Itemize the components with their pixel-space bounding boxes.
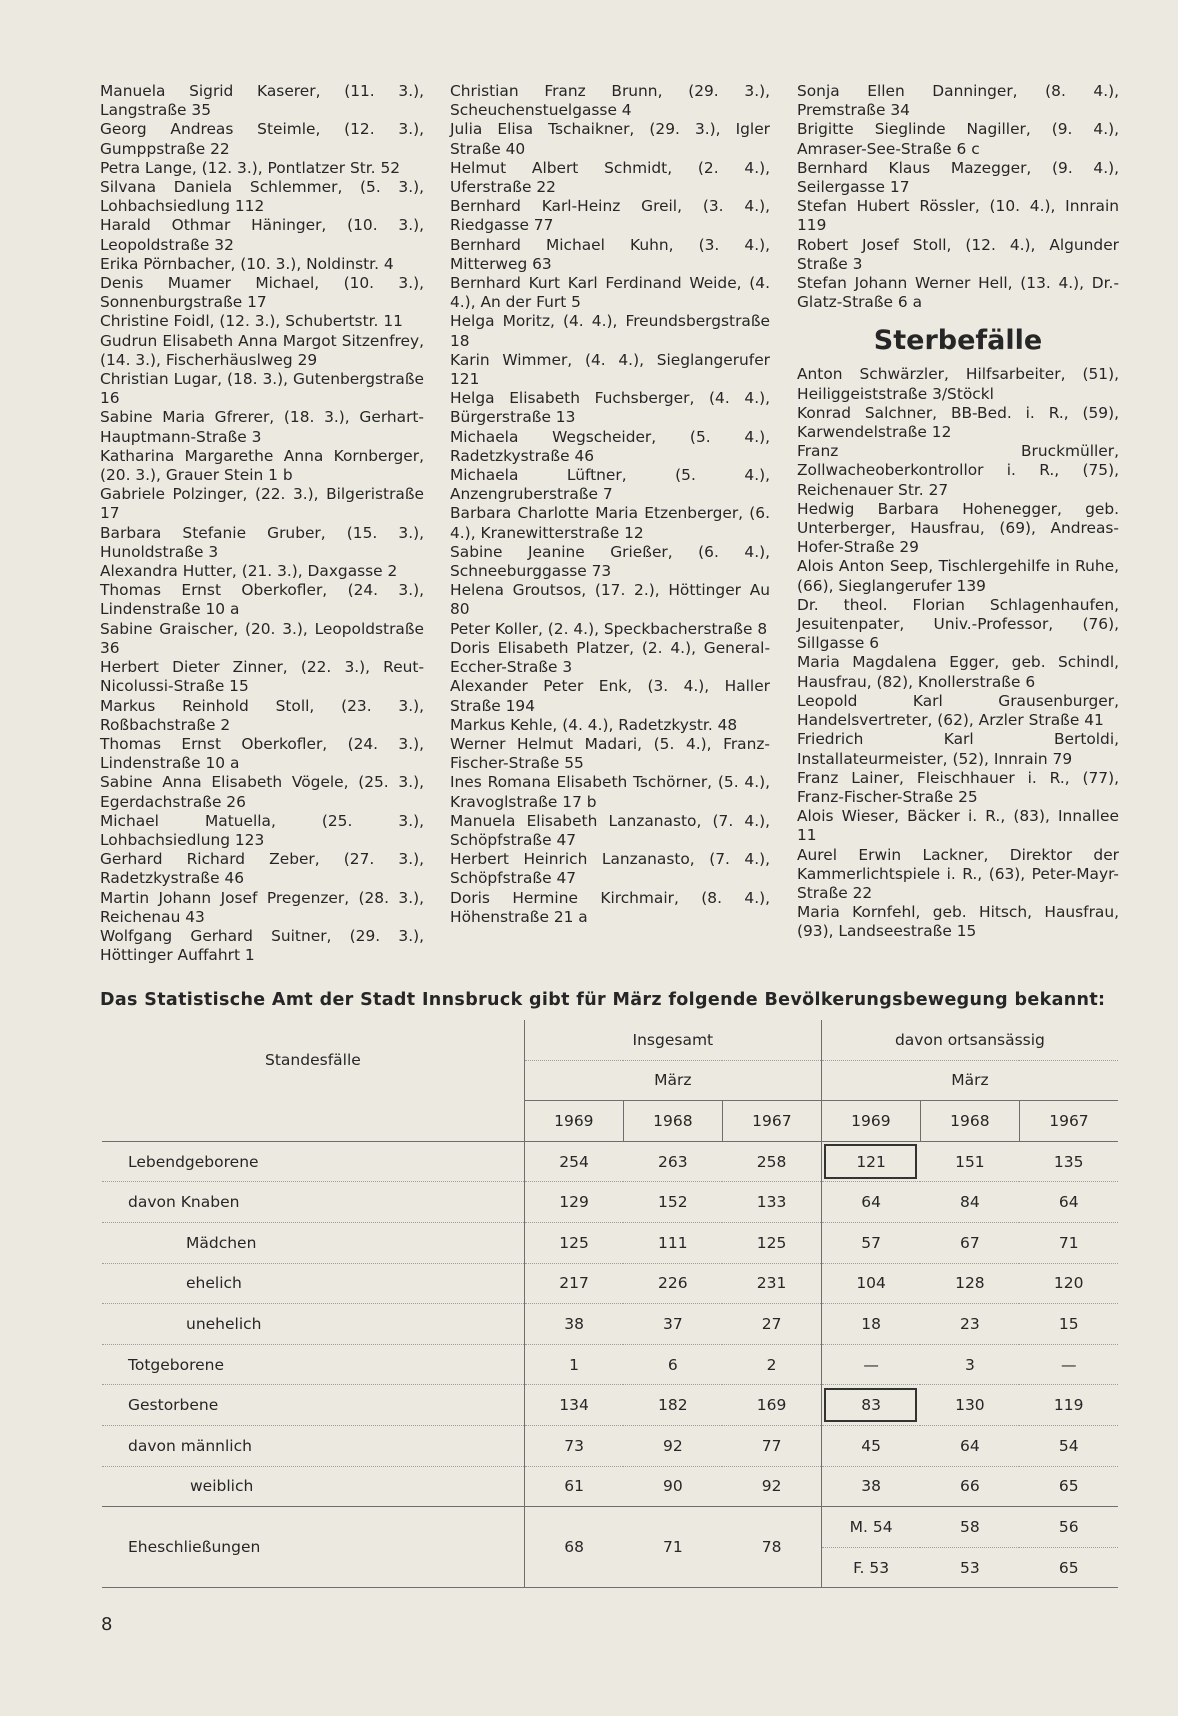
year-header: 1967: [1019, 1101, 1118, 1142]
table-cell: M. 54: [821, 1507, 920, 1548]
table-cell: 58: [920, 1507, 1019, 1548]
table-cell: 152: [623, 1182, 722, 1223]
list-entry: Wolfgang Gerhard Suitner, (29. 3.), Höttinger Auffahrt 1: [100, 926, 424, 965]
row-label: weiblich: [102, 1466, 524, 1507]
table-corner-label: Standesfälle: [265, 1051, 361, 1070]
table-cell: 15: [1019, 1304, 1118, 1345]
list-entry: Bernhard Kurt Karl Ferdinand Weide, (4. 4.), An der Furt 5: [450, 274, 770, 312]
list-entry: Sabine Graischer, (20. 3.), Leopoldstraße 36: [100, 619, 424, 657]
table-cell: 84: [920, 1182, 1019, 1223]
table-cell: 92: [722, 1466, 821, 1507]
list-entry: Barbara Stefanie Gruber, (15. 3.), Hunoldstraße 3: [100, 523, 424, 561]
table-cell: 130: [920, 1385, 1019, 1426]
list-entry: Gabriele Polzinger, (22. 3.), Bilgeristraße 17: [100, 485, 424, 523]
list-entry: Peter Koller, (2. 4.), Speckbacherstraße 8: [450, 619, 768, 638]
row-label: ehelich: [102, 1263, 524, 1304]
table-cell: 3: [920, 1344, 1019, 1385]
table-cell: 45: [821, 1425, 920, 1466]
table-cell: 182: [623, 1385, 722, 1426]
list-entry: Gudrun Elisabeth Anna Margot Sitzenfrey, (14. 3.), Fischerhäuslweg 29: [100, 331, 424, 369]
table-year-row: [102, 1101, 1118, 1142]
table-cell: 169: [722, 1385, 821, 1426]
list-entry: Manuela Sigrid Kaserer, (11. 3.), Langstraße 35: [100, 82, 424, 120]
list-entry: Stefan Johann Werner Hell, (13. 4.), Dr.-Glatz-Straße 6 a: [797, 274, 1119, 312]
list-entry: Sabine Jeanine Grießer, (6. 4.), Schneeburggasse 73: [450, 542, 770, 581]
table-cell: 78: [722, 1507, 821, 1588]
table-cell: 254: [524, 1141, 623, 1182]
deaths-heading: Sterbefälle: [873, 325, 1043, 357]
list-entry: Harald Othmar Häninger, (10. 3.), Leopoldstraße 32: [100, 216, 424, 254]
table-row: [102, 1466, 1118, 1507]
list-entry: Helga Elisabeth Fuchsberger, (4. 4.), Bürgerstraße 13: [450, 389, 770, 427]
table-cell: 104: [821, 1263, 920, 1304]
table-cell: 2: [722, 1344, 821, 1385]
table-cell: 263: [623, 1141, 722, 1182]
table-cell: F. 53: [821, 1547, 920, 1588]
table-cell: 128: [920, 1263, 1019, 1304]
list-entry: Bernhard Karl-Heinz Greil, (3. 4.), Riedgasse 77: [450, 197, 770, 235]
list-entry: Helga Moritz, (4. 4.), Freundsbergstraße 18: [450, 312, 770, 350]
table-row: [102, 1304, 1118, 1345]
list-entry: Thomas Ernst Oberkofler, (24. 3.), Lindenstraße 10 a: [100, 734, 424, 773]
list-entry: Doris Elisabeth Platzer, (2. 4.), General-Eccher-Straße 3: [450, 638, 770, 677]
list-entry: Denis Muamer Michael, (10. 3.), Sonnenburgstraße 17: [100, 274, 424, 312]
list-entry: Ines Romana Elisabeth Tschörner, (5. 4.), Kravoglstraße 17 b: [450, 773, 770, 811]
list-entry: Gerhard Richard Zeber, (27. 3.), Radetzkystraße 46: [100, 850, 424, 888]
group-header-local: davon ortsansässig: [821, 1020, 1118, 1060]
list-entry: Werner Helmut Madari, (5. 4.), Franz-Fischer-Straße 55: [450, 734, 770, 773]
table-cell: 1: [524, 1344, 623, 1385]
table-cell: 125: [722, 1222, 821, 1263]
list-entry: Sabine Maria Gfrerer, (18. 3.), Gerhart-Hauptmann-Straße 3: [100, 408, 424, 446]
row-label: unehelich: [102, 1304, 524, 1345]
list-entry: Bernhard Michael Kuhn, (3. 4.), Mitterweg 63: [450, 235, 770, 273]
table-cell: 71: [1019, 1222, 1118, 1263]
list-entry: Martin Johann Josef Pregenzer, (28. 3.), Reichenau 43: [100, 888, 424, 926]
table-cell: 121: [821, 1141, 920, 1182]
table-cell: 133: [722, 1182, 821, 1223]
row-label: davon männlich: [102, 1425, 524, 1466]
table-cell: 37: [623, 1304, 722, 1345]
list-entry: Bernhard Klaus Mazegger, (9. 4.), Seilergasse 17: [797, 158, 1119, 197]
death-entry: Maria Magdalena Egger, geb. Schindl, Hausfrau, (82), Knollerstraße 6: [797, 653, 1119, 691]
list-entry: Michaela Lüftner, (5. 4.), Anzengruberstraße 7: [450, 466, 770, 504]
row-label: Lebendgeborene: [102, 1141, 524, 1182]
group-header-total: Insgesamt: [524, 1020, 821, 1060]
death-entry: Alois Anton Seep, Tischlergehilfe in Ruhe, (66), Sieglangerufer 139: [797, 557, 1119, 595]
table-cell: 65: [1019, 1547, 1118, 1588]
death-entry: Franz Lainer, Fleischhauer i. R., (77), Franz-Fischer-Straße 25: [797, 768, 1119, 806]
month-header: März: [821, 1060, 1118, 1101]
list-entry: Silvana Daniela Schlemmer, (5. 3.), Lohbachsiedlung 112: [100, 178, 424, 216]
death-entry: Friedrich Karl Bertoldi, Installateurmeister, (52), Innrain 79: [797, 730, 1119, 768]
table-cell: 73: [524, 1425, 623, 1466]
table-cell: 65: [1019, 1466, 1118, 1507]
table-cell: 56: [1019, 1507, 1118, 1548]
list-entry: Alexandra Hutter, (21. 3.), Daxgasse 2: [100, 562, 398, 581]
table-cell: 92: [623, 1425, 722, 1466]
table-cell: 64: [1019, 1182, 1118, 1223]
table-row: [102, 1263, 1118, 1304]
table-row: [102, 1141, 1118, 1182]
list-entry: Brigitte Sieglinde Nagiller, (9. 4.), Amraser-See-Straße 6 c: [797, 120, 1119, 158]
table-row: [102, 1425, 1118, 1466]
list-entry: Christine Foidl, (12. 3.), Schubertstr. 11: [100, 312, 403, 331]
table-row: [102, 1344, 1118, 1385]
table-cell: 57: [821, 1222, 920, 1263]
death-entry: Maria Kornfehl, geb. Hitsch, Hausfrau, (93), Landseestraße 15: [797, 903, 1119, 941]
table-cell: 129: [524, 1182, 623, 1223]
table-cell: 67: [920, 1222, 1019, 1263]
table-cell: 77: [722, 1425, 821, 1466]
list-column-3: [797, 82, 1119, 942]
table-row: [102, 1385, 1118, 1426]
table-row: [102, 1222, 1118, 1263]
list-entry: Manuela Elisabeth Lanzanasto, (7. 4.), Schöpfstraße 47: [450, 811, 770, 849]
list-entry: Katharina Margarethe Anna Kornberger, (20. 3.), Grauer Stein 1 b: [100, 446, 424, 485]
table-cell: 53: [920, 1547, 1019, 1588]
table-cell: 18: [821, 1304, 920, 1345]
list-entry: Markus Reinhold Stoll, (23. 3.), Roßbachstraße 2: [100, 696, 424, 734]
table-cell: 120: [1019, 1263, 1118, 1304]
birth-list-column-2: [450, 82, 770, 927]
table-cell: 111: [623, 1222, 722, 1263]
row-label: Eheschließungen: [102, 1507, 524, 1588]
death-entry: Hedwig Barbara Hohenegger, geb. Unterberger, Hausfrau, (69), Andreas-Hofer-Straße 29: [797, 499, 1119, 557]
year-header: 1969: [821, 1101, 920, 1142]
list-entry: Doris Hermine Kirchmair, (8. 4.), Höhenstraße 21 a: [450, 888, 770, 926]
table-cell: 231: [722, 1263, 821, 1304]
death-entry: Aurel Erwin Lackner, Direktor der Kammerlichtspiele i. R., (63), Peter-Mayr-Straße 22: [797, 845, 1119, 902]
table-cell: 83: [821, 1385, 920, 1426]
year-header: 1967: [722, 1101, 821, 1142]
table-cell: 226: [623, 1263, 722, 1304]
table-cell: 27: [722, 1304, 821, 1345]
row-label: Totgeborene: [102, 1344, 524, 1385]
table-cell: —: [1019, 1344, 1118, 1385]
table-cell: 125: [524, 1222, 623, 1263]
table-cell: 23: [920, 1304, 1019, 1345]
statistics-heading: Das Statistische Amt der Stadt Innsbruck gibt für März folgende Bevölkerungsbewegung bekannt:: [100, 990, 1106, 1010]
page-number: 8: [101, 1614, 113, 1635]
table-header-row: [102, 1020, 1118, 1060]
list-entry: Michaela Wegscheider, (5. 4.), Radetzkystraße 46: [450, 427, 770, 465]
list-entry: Christian Franz Brunn, (29. 3.), Scheuchenstuelgasse 4: [450, 82, 770, 120]
list-entry: Thomas Ernst Oberkofler, (24. 3.), Lindenstraße 10 a: [100, 581, 424, 619]
death-entry: Franz Bruckmüller, Zollwacheoberkontrollor i. R., (75), Reichenauer Str. 27: [797, 442, 1119, 499]
table-cell: 38: [821, 1466, 920, 1507]
table-cell: 151: [920, 1141, 1019, 1182]
list-entry: Herbert Dieter Zinner, (22. 3.), Reut-Nicolussi-Straße 15: [100, 658, 424, 696]
list-entry: Sonja Ellen Danninger, (8. 4.), Premstraße 34: [797, 82, 1119, 120]
list-entry: Sabine Anna Elisabeth Vögele, (25. 3.), Egerdachstraße 26: [100, 773, 424, 811]
list-entry: Stefan Hubert Rössler, (10. 4.), Innrain 119: [797, 197, 1119, 235]
table-cell: 6: [623, 1344, 722, 1385]
table-cell: 66: [920, 1466, 1019, 1507]
row-label: Gestorbene: [102, 1385, 524, 1426]
table-cell: 68: [524, 1507, 623, 1588]
table-cell: 71: [623, 1507, 722, 1588]
population-statistics-table: [102, 1020, 1118, 1588]
death-entry: Alois Wieser, Bäcker i. R., (83), Innallee 11: [797, 807, 1119, 845]
list-entry: Herbert Heinrich Lanzanasto, (7. 4.), Schöpfstraße 47: [450, 850, 770, 888]
table-cell: 217: [524, 1263, 623, 1304]
table-cell: 119: [1019, 1385, 1118, 1426]
list-entry: Erika Pörnbacher, (10. 3.), Noldinstr. 4: [100, 254, 394, 273]
list-entry: Michael Matuella, (25. 3.), Lohbachsiedlung 123: [100, 811, 424, 849]
death-entry: Dr. theol. Florian Schlagenhaufen, Jesuitenpater, Univ.-Professor, (76), Sillgasse 6: [797, 595, 1119, 653]
death-entry: Anton Schwärzler, Hilfsarbeiter, (51), Heiliggeiststraße 3/Stöckl: [797, 365, 1119, 403]
death-entry: Leopold Karl Grausenburger, Handelsvertreter, (62), Arzler Straße 41: [797, 691, 1119, 730]
year-header: 1968: [920, 1101, 1019, 1142]
table-cell: 61: [524, 1466, 623, 1507]
list-entry: Georg Andreas Steimle, (12. 3.), Gumppstraße 22: [100, 120, 424, 158]
list-entry: Petra Lange, (12. 3.), Pontlatzer Str. 52: [100, 158, 401, 177]
table-cell: —: [821, 1344, 920, 1385]
row-label: Mädchen: [102, 1222, 524, 1263]
birth-list-column-1: [100, 82, 424, 965]
table-cell: 54: [1019, 1425, 1118, 1466]
list-entry: Alexander Peter Enk, (3. 4.), Haller Straße 194: [450, 677, 770, 715]
table-cell: 90: [623, 1466, 722, 1507]
table-row: [102, 1182, 1118, 1223]
row-label: davon Knaben: [102, 1182, 524, 1223]
table-cell: 64: [920, 1425, 1019, 1466]
year-header: 1968: [623, 1101, 722, 1142]
list-entry: Helmut Albert Schmidt, (2. 4.), Uferstraße 22: [450, 158, 770, 197]
list-entry: Markus Kehle, (4. 4.), Radetzkystr. 48: [450, 715, 738, 734]
table-cell: 64: [821, 1182, 920, 1223]
table-cell: 38: [524, 1304, 623, 1345]
list-entry: Julia Elisa Tschaikner, (29. 3.), Igler Straße 40: [450, 120, 770, 158]
table-cell: 134: [524, 1385, 623, 1426]
death-entry: Konrad Salchner, BB-Bed. i. R., (59), Karwendelstraße 12: [797, 403, 1119, 442]
list-entry: Karin Wimmer, (4. 4.), Sieglangerufer 121: [450, 350, 770, 389]
list-entry: Christian Lugar, (18. 3.), Gutenbergstraße 16: [100, 370, 424, 408]
table-cell: 258: [722, 1141, 821, 1182]
table-row-marriages: [102, 1507, 1118, 1548]
month-header: März: [524, 1060, 821, 1101]
list-entry: Helena Groutsos, (17. 2.), Höttinger Au 80: [450, 581, 770, 619]
list-entry: Barbara Charlotte Maria Etzenberger, (6. 4.), Kranewitterstraße 12: [450, 504, 770, 542]
year-header: 1969: [524, 1101, 623, 1142]
table-cell: 135: [1019, 1141, 1118, 1182]
list-entry: Robert Josef Stoll, (12. 4.), Algunder Straße 3: [797, 235, 1119, 273]
